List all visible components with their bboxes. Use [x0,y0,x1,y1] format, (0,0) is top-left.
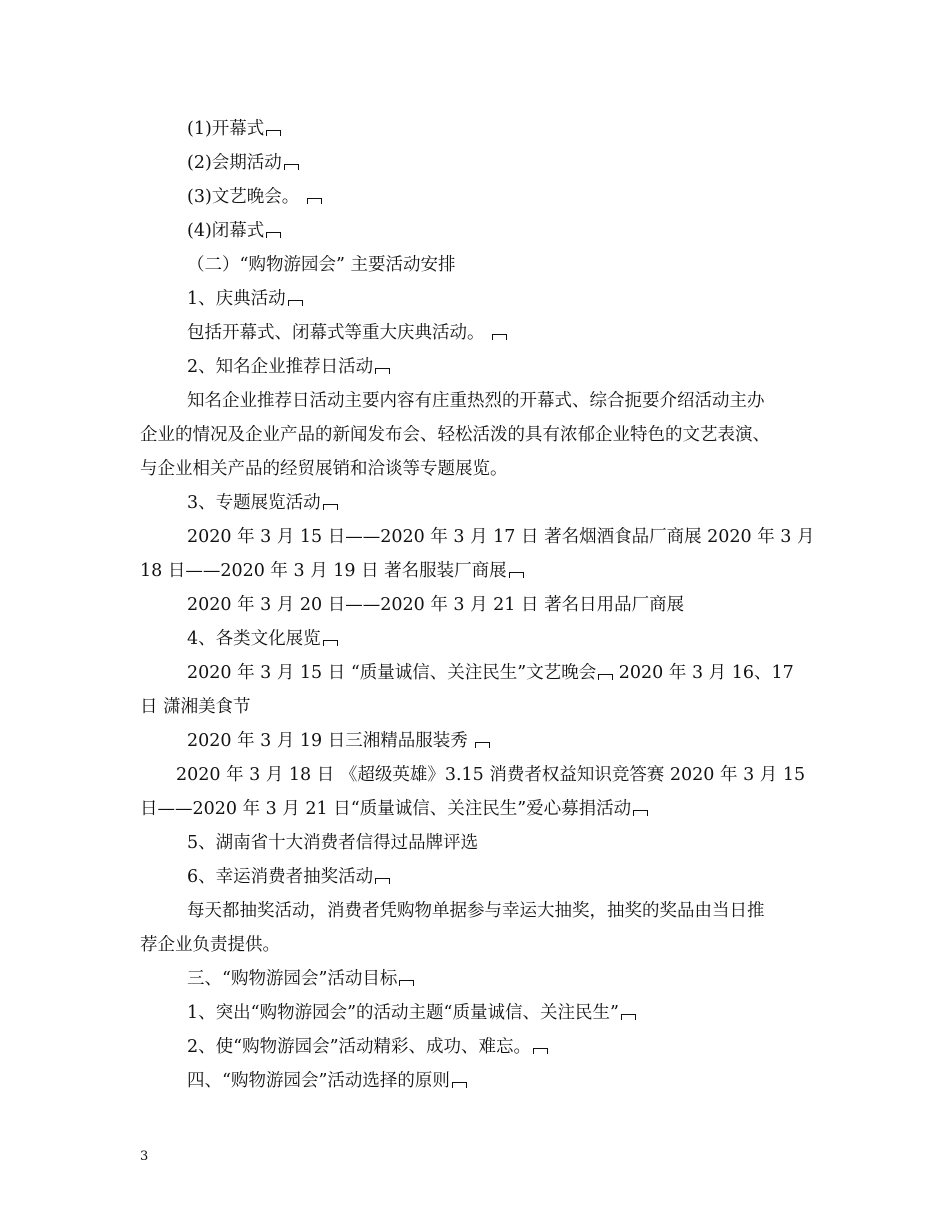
line-text: 5、湖南省十大消费者信得过品牌评选 [187,833,479,853]
text-line [140,423,770,447]
line-text: 1、突出“购物游园会”的活动主题“质量诚信、关注民生” [187,1003,619,1023]
paragraph-mark-icon [284,164,299,170]
page-number: 3 [140,1149,149,1164]
line-text: (1)开幕式 [187,119,265,139]
paragraph-mark-icon [475,742,490,748]
text-line [187,219,281,243]
text-line [187,525,815,549]
line-text: 2020 年 3 月 18 日 《超级英雄》3.15 消费者权益知识竞答赛 2020 年 3 月 15 [176,765,806,785]
line-text: 2020 年 3 月 16、17 [613,663,794,683]
text-line [187,1001,636,1025]
text-line [187,593,684,617]
line-text: （二）“购物游园会” 主要活动安排 [187,255,456,275]
text-line [187,321,507,345]
paragraph-mark-icon [452,1082,467,1088]
line-text: 2020 年 3 月 19 日三湘精品服装秀 [187,731,468,751]
text-line [187,729,490,753]
text-line [176,763,805,787]
line-text: (3)文艺晚会。 [187,187,300,207]
text-line [140,457,508,481]
line-text: 企业的情况及企业产品的新闻发布会、轻松活泼的具有浓郁企业特色的文艺表演、 [140,425,770,445]
line-text: 1、庆典活动 [187,289,286,309]
paragraph-mark-icon [509,572,524,578]
text-line [187,287,303,311]
section-heading [187,1069,467,1093]
line-text: 四、“购物游园会”活动选择的原则 [187,1071,450,1091]
paragraph-mark-icon [375,368,390,374]
text-line [187,661,794,685]
paragraph-mark-icon [323,504,338,510]
paragraph-mark-icon [633,810,648,816]
paragraph-mark-icon [323,640,338,646]
line-text: 与企业相关产品的经贸展销和洽谈等专题展览。 [140,459,508,479]
section-heading [187,253,455,277]
text-line [187,151,299,175]
paragraph-mark-icon [621,1014,636,1020]
text-line [187,491,338,515]
paragraph-mark-icon [399,980,414,986]
text-line [187,899,765,923]
text-line [187,865,390,889]
line-text: 日——2020 年 3 月 21 日“质量诚信、关注民生”爱心募捐活动 [140,799,632,819]
paragraph-mark-icon [307,198,322,204]
line-text: 三、“购物游园会”活动目标 [187,969,398,989]
text-line [187,117,281,141]
line-text: 知名企业推荐日活动主要内容有庄重热烈的开幕式、综合扼要介绍活动主办 [187,391,765,411]
line-text: 3、专题展览活动 [187,493,321,513]
line-text: 包括开幕式、闭幕式等重大庆典活动。 [187,323,485,343]
paragraph-mark-icon [288,300,303,306]
line-text: 2、知名企业推荐日活动 [187,357,374,377]
line-text: 2、使“购物游园会”活动精彩、成功、难忘。 [187,1037,532,1057]
paragraph-mark-icon [266,130,281,136]
line-text: 2020 年 3 月 15 日 “质量诚信、关注民生”文艺晚会 [187,663,597,683]
line-text: 4、各类文化展览 [187,629,321,649]
text-line [140,695,251,719]
text-line [140,933,280,957]
text-line [187,831,478,855]
text-line [187,185,322,209]
text-line [187,627,338,651]
line-text: 每天都抽奖活动，消费者凭购物单据参与幸运大抽奖，抽奖的奖品由当日推 [187,901,765,921]
section-heading [187,967,414,991]
line-text: 2020 年 3 月 20 日——2020 年 3 月 21 日 著名日用品厂商展 [187,595,685,615]
text-line [187,389,765,413]
paragraph-mark-icon [598,674,613,680]
paragraph-mark-icon [266,232,281,238]
text-line [140,797,648,821]
paragraph-mark-icon [492,334,507,340]
text-line [140,559,524,583]
line-text: 2020 年 3 月 15 日——2020 年 3 月 17 日 著名烟酒食品厂商展 2020 年 3 月 [187,527,815,547]
line-text: 6、幸运消费者抽奖活动 [187,867,374,887]
line-text: (2)会期活动 [187,153,282,173]
paragraph-mark-icon [375,878,390,884]
line-text: (4)闭幕式 [187,221,265,241]
line-text: 日 潇湘美食节 [140,697,251,717]
line-text: 18 日——2020 年 3 月 19 日 著名服装厂商展 [140,561,507,581]
paragraph-mark-icon [533,1048,548,1054]
line-text: 荐企业负责提供。 [140,935,280,955]
text-line [187,1035,548,1059]
text-line [187,355,390,379]
